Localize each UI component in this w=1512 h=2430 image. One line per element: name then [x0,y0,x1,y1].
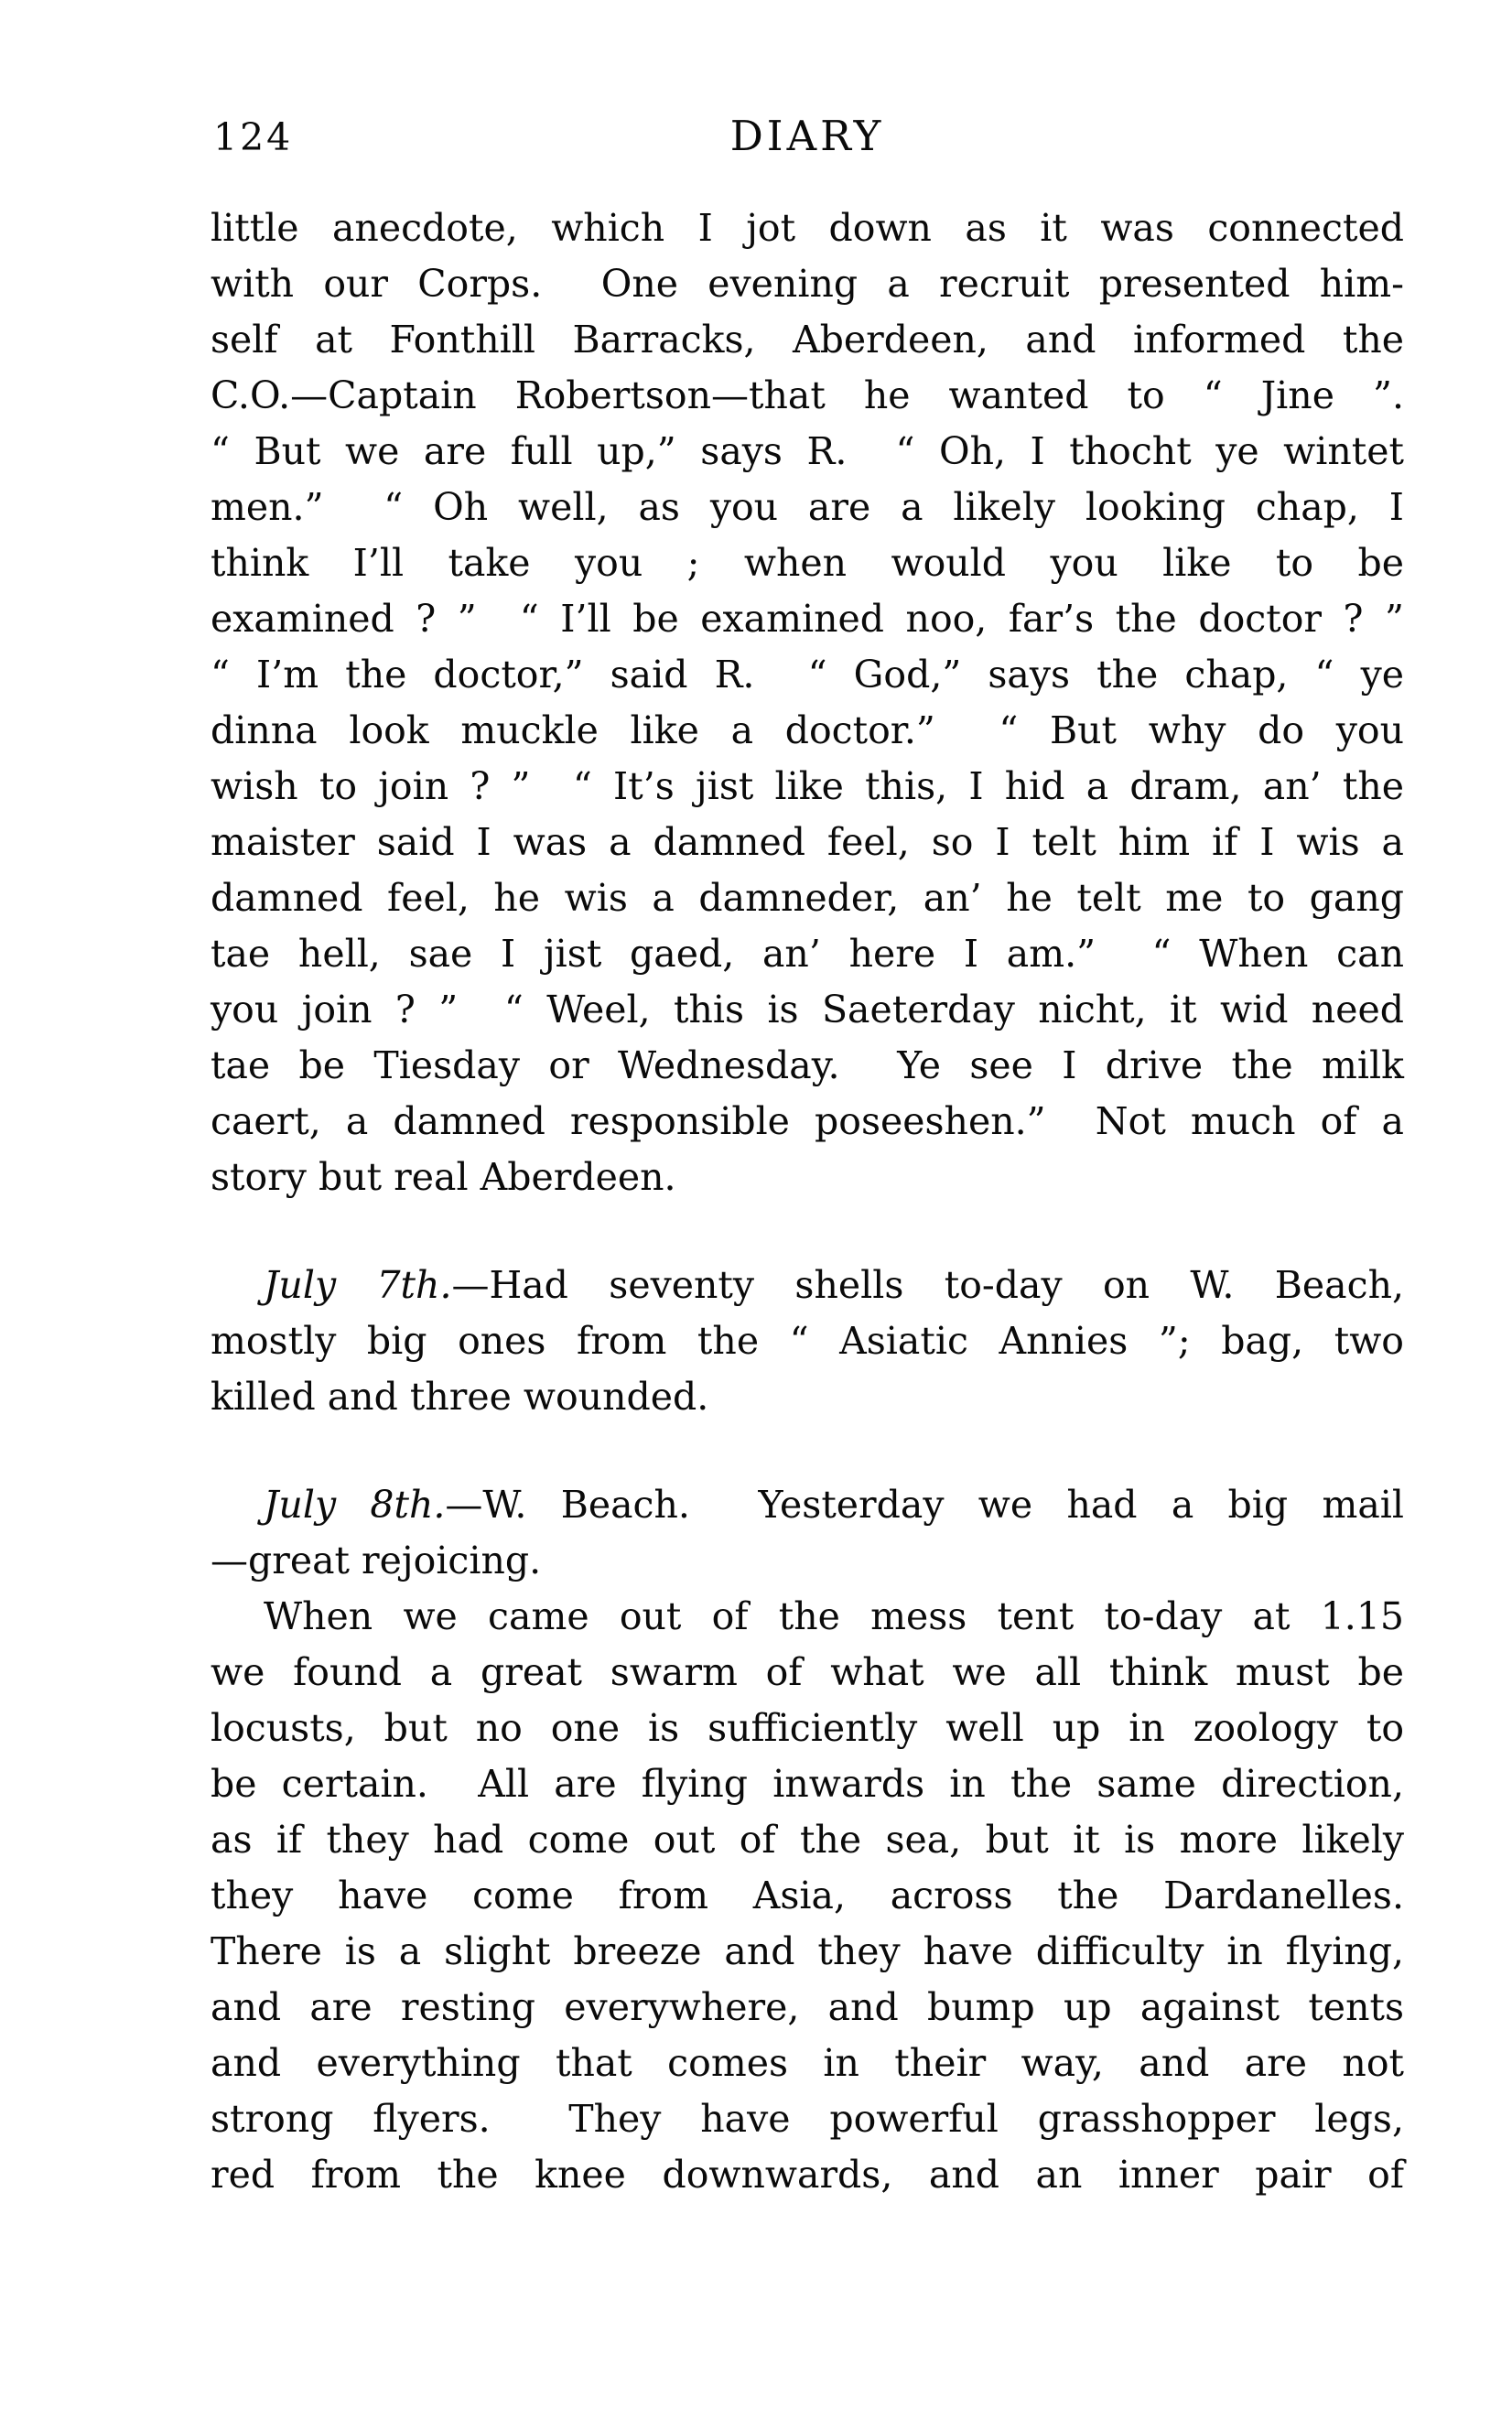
line-text: mostly big ones from the “ Asiatic Annies ”; bag, two [211,1319,1404,1363]
line-text: —great rejoicing. [211,1539,542,1582]
text-line [211,982,1404,1038]
line-text: be certain. All are flying inwards in the same direction, [211,1762,1404,1806]
text-line [211,1094,1404,1150]
text-line [211,1258,1404,1313]
text-line [211,1589,1404,1645]
text-line [211,200,1404,256]
text-line [211,1812,1404,1868]
text-line [211,1038,1404,1094]
text-line [211,1756,1404,1812]
line-text: you join ? ” “ Weel, this is Saeterday nicht, it wid need [211,988,1404,1031]
text-line [211,1150,1404,1205]
line-text: There is a slight breeze and they have difficulty in flying, [211,1929,1404,1973]
line-text: tae hell, sae I jist gaed, an’ here I am.” “ When can [211,932,1404,976]
text-line [211,926,1404,982]
line-text: strong flyers. They have powerful grasshopper legs, [211,2097,1404,2141]
line-text: —W. Beach. Yesterday we had a big mail [445,1483,1404,1527]
text-line [211,368,1404,424]
line-text: When we came out of the mess tent to-day at 1.15 [264,1594,1404,1638]
line-text: damned feel, he wis a damneder, an’ he telt me to gang [211,876,1404,920]
line-text: caert, a damned responsible poseeshen.” Not much of a [211,1099,1404,1143]
page-body [211,200,1404,2203]
line-text: examined ? ” “ I’ll be examined noo, far’s the doctor ? ” [211,597,1404,641]
line-text: self at Fonthill Barracks, Aberdeen, and informed the [211,318,1404,362]
text-line [211,1868,1404,1924]
text-line [211,1369,1404,1425]
line-text: men.” “ Oh well, as you are a likely looking chap, I [211,485,1404,529]
text-line [211,1701,1404,1756]
text-line [211,1533,1404,1589]
line-text: “ I’m the doctor,” said R. “ God,” says the chap, “ ye [211,653,1404,697]
line-text: wish to join ? ” “ It’s jist like this, I hid a dram, an’ the [211,764,1404,808]
text-line [211,815,1404,870]
text-line [211,1477,1404,1533]
text-line [211,312,1404,368]
entry-date-italic: July 8th. [264,1483,446,1527]
page-number: 124 [213,115,294,159]
line-text: we found a great swarm of what we all think must be [211,1650,1404,1694]
text-line [211,2147,1404,2203]
line-text: “ But we are full up,” says R. “ Oh, I thocht ye wintet [211,429,1404,473]
line-text: they have come from Asia, across the Dardanelles. [211,1874,1404,1917]
text-line [211,759,1404,815]
line-text: —Had seventy shells to-day on W. Beach, [451,1263,1405,1307]
line-text: killed and three wounded. [211,1375,709,1419]
text-line [211,1980,1404,2036]
text-line [211,2036,1404,2091]
text-line [211,424,1404,480]
line-text: as if they had come out of the sea, but it is more likely [211,1818,1404,1862]
line-text: C.O.—Captain Robertson—that he wanted to “ Jine ”. [211,373,1404,417]
line-text: maister said I was a damned feel, so I telt him if I wis a [211,820,1404,864]
line-text: and everything that comes in their way, and are not [211,2041,1404,2085]
line-text: little anecdote, which I jot down as it was connected [211,206,1404,250]
line-text: locusts, but no one is sufficiently well up in zoology to [211,1706,1404,1750]
entry-date-italic: July 7th. [264,1263,452,1307]
line-text: red from the knee downwards, and an inner pair of [211,2153,1404,2197]
text-line [211,1645,1404,1701]
text-line [211,2091,1404,2147]
running-header: DIARY [729,112,885,160]
line-text: dinna look muckle like a doctor.” “ But why do you [211,708,1404,752]
line-text: story but real Aberdeen. [211,1155,676,1199]
line-text: think I’ll take you ; when would you like to be [211,541,1404,585]
line-text: tae be Tiesday or Wednesday. Ye see I drive the milk [211,1043,1404,1087]
text-line [211,647,1404,703]
line-text: with our Corps. One evening a recruit presented him- [211,262,1404,306]
text-line [211,870,1404,926]
text-line [211,1313,1404,1369]
text-line [211,703,1404,759]
text-line [211,535,1404,591]
text-line [211,1924,1404,1980]
line-text: and are resting everywhere, and bump up against tents [211,1985,1404,2029]
text-line [211,256,1404,312]
text-line [211,591,1404,647]
text-line [211,480,1404,535]
